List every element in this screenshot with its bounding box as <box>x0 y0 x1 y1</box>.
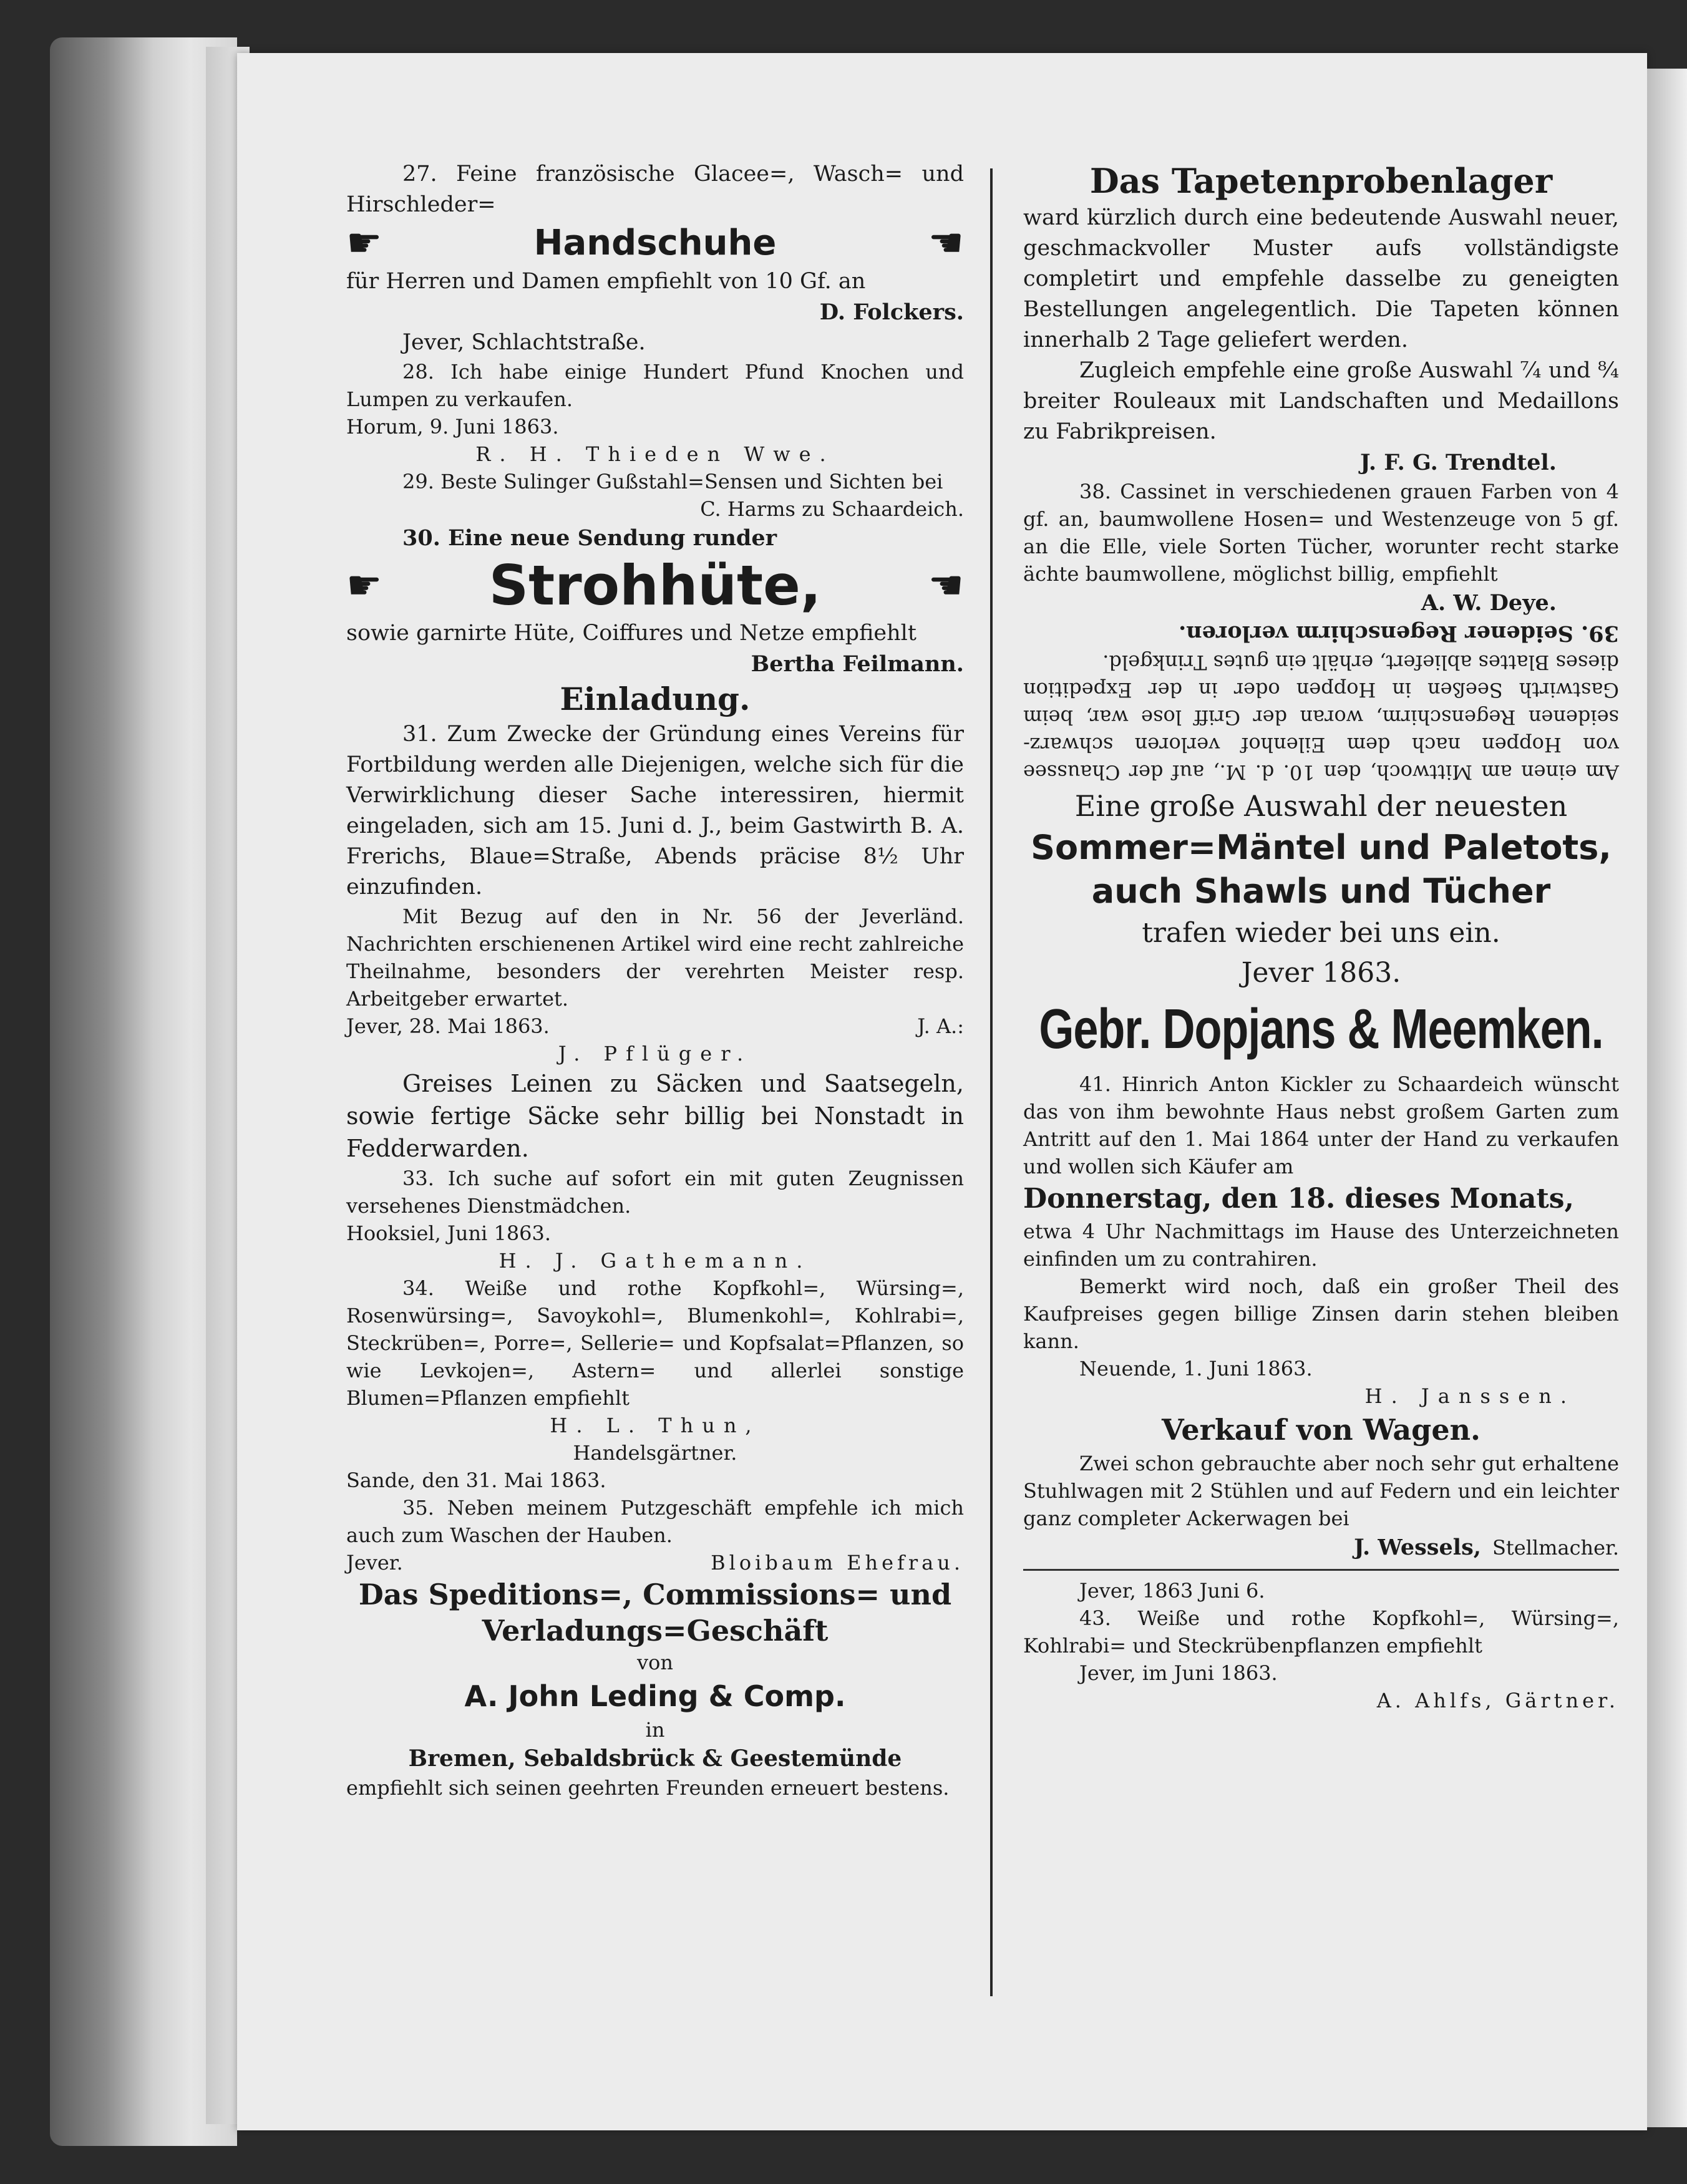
pointing-hand-right-icon: ☛ <box>346 220 382 266</box>
ad34-date: Sande, den 31. Mai 1863. <box>346 1468 606 1492</box>
ad41-text-3: Bemerkt wird noch, daß ein großer Theil des Kaufpreises gegen billige Zinsen darin stehen bleiben kann. <box>1023 1274 1619 1353</box>
pointing-hand-left-icon: ☚ <box>928 220 964 266</box>
ad42-text: Zwei schon gebrauchte aber noch sehr gut erhaltene Stuhlwagen mit 2 Stühlen und auf Federn und ein leichter ganz completer Ackerwagen bei <box>1023 1452 1619 1530</box>
ad36-von: von <box>637 1651 673 1674</box>
pointing-hand-left-icon: ☚ <box>928 563 964 609</box>
ad37-text-2: Zugleich empfehle eine große Auswahl ⁷⁄₄ und ⁸⁄₄ breiter Rouleaux mit Landschaften und Medaillons zu Fabrikpreisen. <box>1023 358 1619 444</box>
ad31-text: 31. Zum Zwecke der Gründung eines Vereins für Fortbildung werden alle Diejenigen, welche sich für die Verwirklichung dieser Sache interessiren, hiermit eingeladen, sich am 15. Juni d. J., beim Gastwirth B. A. Frerichs, Blaue=Straße, Abends präcise 8½ Uhr einzufinden. <box>346 722 964 900</box>
ad35-place: Jever. <box>346 1551 403 1575</box>
ad42-headline: Verkauf von Wagen. <box>1161 1413 1481 1447</box>
ad41-headline: Donnerstag, den 18. dieses Monats, <box>1023 1183 1574 1215</box>
ad39-headline: 39. Seidener Regenschirm verloren. <box>1179 621 1619 646</box>
ad43-date: Jever, im Juni 1863. <box>1079 1661 1278 1685</box>
ad42-signature: J. Wessels, <box>1354 1535 1481 1560</box>
ad31-text-2: Mit Bezug auf den in Nr. 56 der Jeverländ. Nachrichten erschienenen Artikel wird eine recht zahlreiche Theilnahme, besonders der verehrten Meister resp. Arbeitgeber erwartet. <box>346 905 964 1011</box>
ad27-intro: 27. Feine französische Glacee=, Wasch= und Hirschleder= <box>346 162 964 217</box>
ad36-headline: Das Speditions=, Commissions= und Verladungs=Geschäft <box>358 1578 952 1648</box>
ad35-signature-row <box>346 1549 964 1576</box>
ad36-in: in <box>645 1718 665 1742</box>
ad36-firm: A. John Leding & Comp. <box>464 1679 846 1713</box>
next-page-edge <box>1647 69 1687 2127</box>
ad39-text: Am einen am Mittwoch, den 10. d. M., auf der Chaussee von Hoppen nach dem Eilenhof verloren schwarz-seidenen Regenschirm, woran der Griff lose war, beim Gastwirth Seeßen in Hoppen oder in der Expedition dieses Blattes abliefert, erhält ein gutes Trinkgeld. <box>1023 651 1619 784</box>
ad41-date: Neuende, 1. Juni 1863. <box>1079 1357 1313 1381</box>
ad27-place: Jever, Schlachtstraße. <box>402 330 646 355</box>
ad27-headline-row <box>346 220 964 266</box>
ad30-headline-row <box>346 553 964 618</box>
ad41-text: 41. Hinrich Anton Kickler zu Schaardeich wünscht das von ihm bewohnte Haus nebst großem Garten zum Antritt auf den 1. Mai 1864 unter der Hand zu verkaufen und wollen sich Käufer am <box>1023 1072 1619 1178</box>
ad30-headline: Strohhüte, <box>489 553 822 618</box>
ad33-text: 33. Ich suche auf sofort ein mit guten Zeugnissen versehenes Dienstmädchen. <box>346 1167 964 1218</box>
ad38-text: 38. Cassinet in verschiedenen grauen Farben von 4 gf. an, baumwollene Hosen= und Westenzeuge von 5 gf. an die Elle, viele Sorten Tücher, worunter recht starke ächte baumwollene, möglichst billig, empfiehlt <box>1023 480 1619 586</box>
right-column <box>1023 159 1619 1714</box>
ad31-date: Jever, 28. Mai 1863. <box>346 1014 550 1038</box>
ad40-firm: Gebr. Dopjans & Meemken. <box>1039 998 1603 1060</box>
ad42-role: Stellmacher. <box>1492 1535 1619 1560</box>
ad40-line-2: Sommer=Mäntel und Paletots, auch Shawls und Tücher <box>1031 828 1612 911</box>
ad34-signature: H. L. Thun, <box>550 1414 761 1437</box>
ad30-intro: 30. Eine neue Sendung runder <box>402 525 777 551</box>
ad31-headline: Einladung. <box>560 681 751 717</box>
ad37-signature: J. F. G. Trendtel. <box>1360 450 1557 475</box>
column-divider <box>990 168 993 1996</box>
ad28-text: 28. Ich habe einige Hundert Pfund Knochen und Lumpen zu verkaufen. <box>346 360 964 411</box>
ad33-date: Hooksiel, Juni 1863. <box>346 1221 552 1245</box>
ad27-signature: D. Folckers. <box>819 299 964 325</box>
ad42-signature-row <box>1023 1532 1619 1563</box>
ad28-date: Horum, 9. Juni 1863. <box>346 415 559 439</box>
ad42-rule <box>1023 1569 1619 1571</box>
ad41-text-2: etwa 4 Uhr Nachmittags im Hause des Unterzeichneten einfinden um zu contrahiren. <box>1023 1220 1619 1271</box>
ad40-date: Jever 1863. <box>1241 957 1401 989</box>
ad36-place: Bremen, Sebaldsbrück & Geestemünde <box>408 1745 902 1772</box>
ad37-text: ward kürzlich durch eine bedeutende Auswahl neuer, geschmackvoller Muster aufs vollständigste completirt und empfehle dasselbe zu geneigten Bestellungen angelegentlich. Die Tapeten können innerhalb 2 Tage geliefert werden. <box>1023 205 1619 352</box>
ad29-text: 29. Beste Sulinger Gußstahl=Sensen und Sichten bei <box>402 470 943 493</box>
ad33-signature: H. J. Gathemann. <box>498 1249 812 1273</box>
ad31-on-behalf: J. A.: <box>917 1014 964 1038</box>
ad31-date-row <box>346 1012 964 1040</box>
ad41-signature: H. Janssen. <box>1364 1384 1575 1408</box>
ad43-text: 43. Weiße und rothe Kopfkohl=, Würsing=, Kohlrabi= und Steckrübenpflanzen empfiehlt <box>1023 1606 1619 1657</box>
ad35-signature: Bloibaum Ehefrau. <box>711 1551 964 1575</box>
pointing-hand-right-icon: ☛ <box>346 563 382 609</box>
ad31-signature: J. Pflüger. <box>558 1042 752 1065</box>
ad40-line-3: trafen wieder bei uns ein. <box>1142 917 1500 949</box>
ad35-text: 35. Neben meinem Putzgeschäft empfehle ich mich auch zum Waschen der Hauben. <box>346 1496 964 1547</box>
left-column <box>346 159 964 1802</box>
ad27-headline: Handschuhe <box>533 223 777 263</box>
ad39-upside-down-notice <box>1023 618 1619 786</box>
ad32-text: Greises Leinen zu Säcken und Saatsegeln, sowie fertige Säcke sehr billig bei Nonstadt in Fedderwarden. <box>346 1070 964 1162</box>
ad30-signature: Bertha Feilmann. <box>751 651 964 677</box>
ad30-body: sowie garnirte Hüte, Coiffures und Netze empfiehlt <box>346 621 916 646</box>
ad34-text: 34. Weiße und rothe Kopfkohl=, Würsing=, Rosenwürsing=, Savoykohl=, Blumenkohl=, Kohlrabi=, Steckrüben=, Porre=, Sellerie= und Kopfsalat=Pflanzen, so wie Levkojen=, Astern= und allerlei sonstige Blumen=Pflanzen empfiehlt <box>346 1276 964 1410</box>
ad42-date: Jever, 1863 Juni 6. <box>1079 1579 1265 1603</box>
ad27-body: für Herren und Damen empfiehlt von 10 Gf. an <box>346 269 866 294</box>
ad28-signature: R. H. Thieden Wwe. <box>475 442 835 466</box>
ad40-line-1: Eine große Auswahl der neuesten <box>1074 789 1568 823</box>
ad38-signature: A. W. Deye. <box>1421 590 1557 616</box>
ad29-signature: C. Harms zu Schaardeich. <box>700 497 964 521</box>
ad36-text: empfiehlt sich seinen geehrten Freunden erneuert bestens. <box>346 1776 950 1800</box>
ad43-signature: A. Ahlfs, Gärtner. <box>1376 1689 1619 1712</box>
ad37-headline: Das Tapetenprobenlager <box>1089 161 1553 201</box>
ad34-role: Handelsgärtner. <box>573 1441 737 1465</box>
